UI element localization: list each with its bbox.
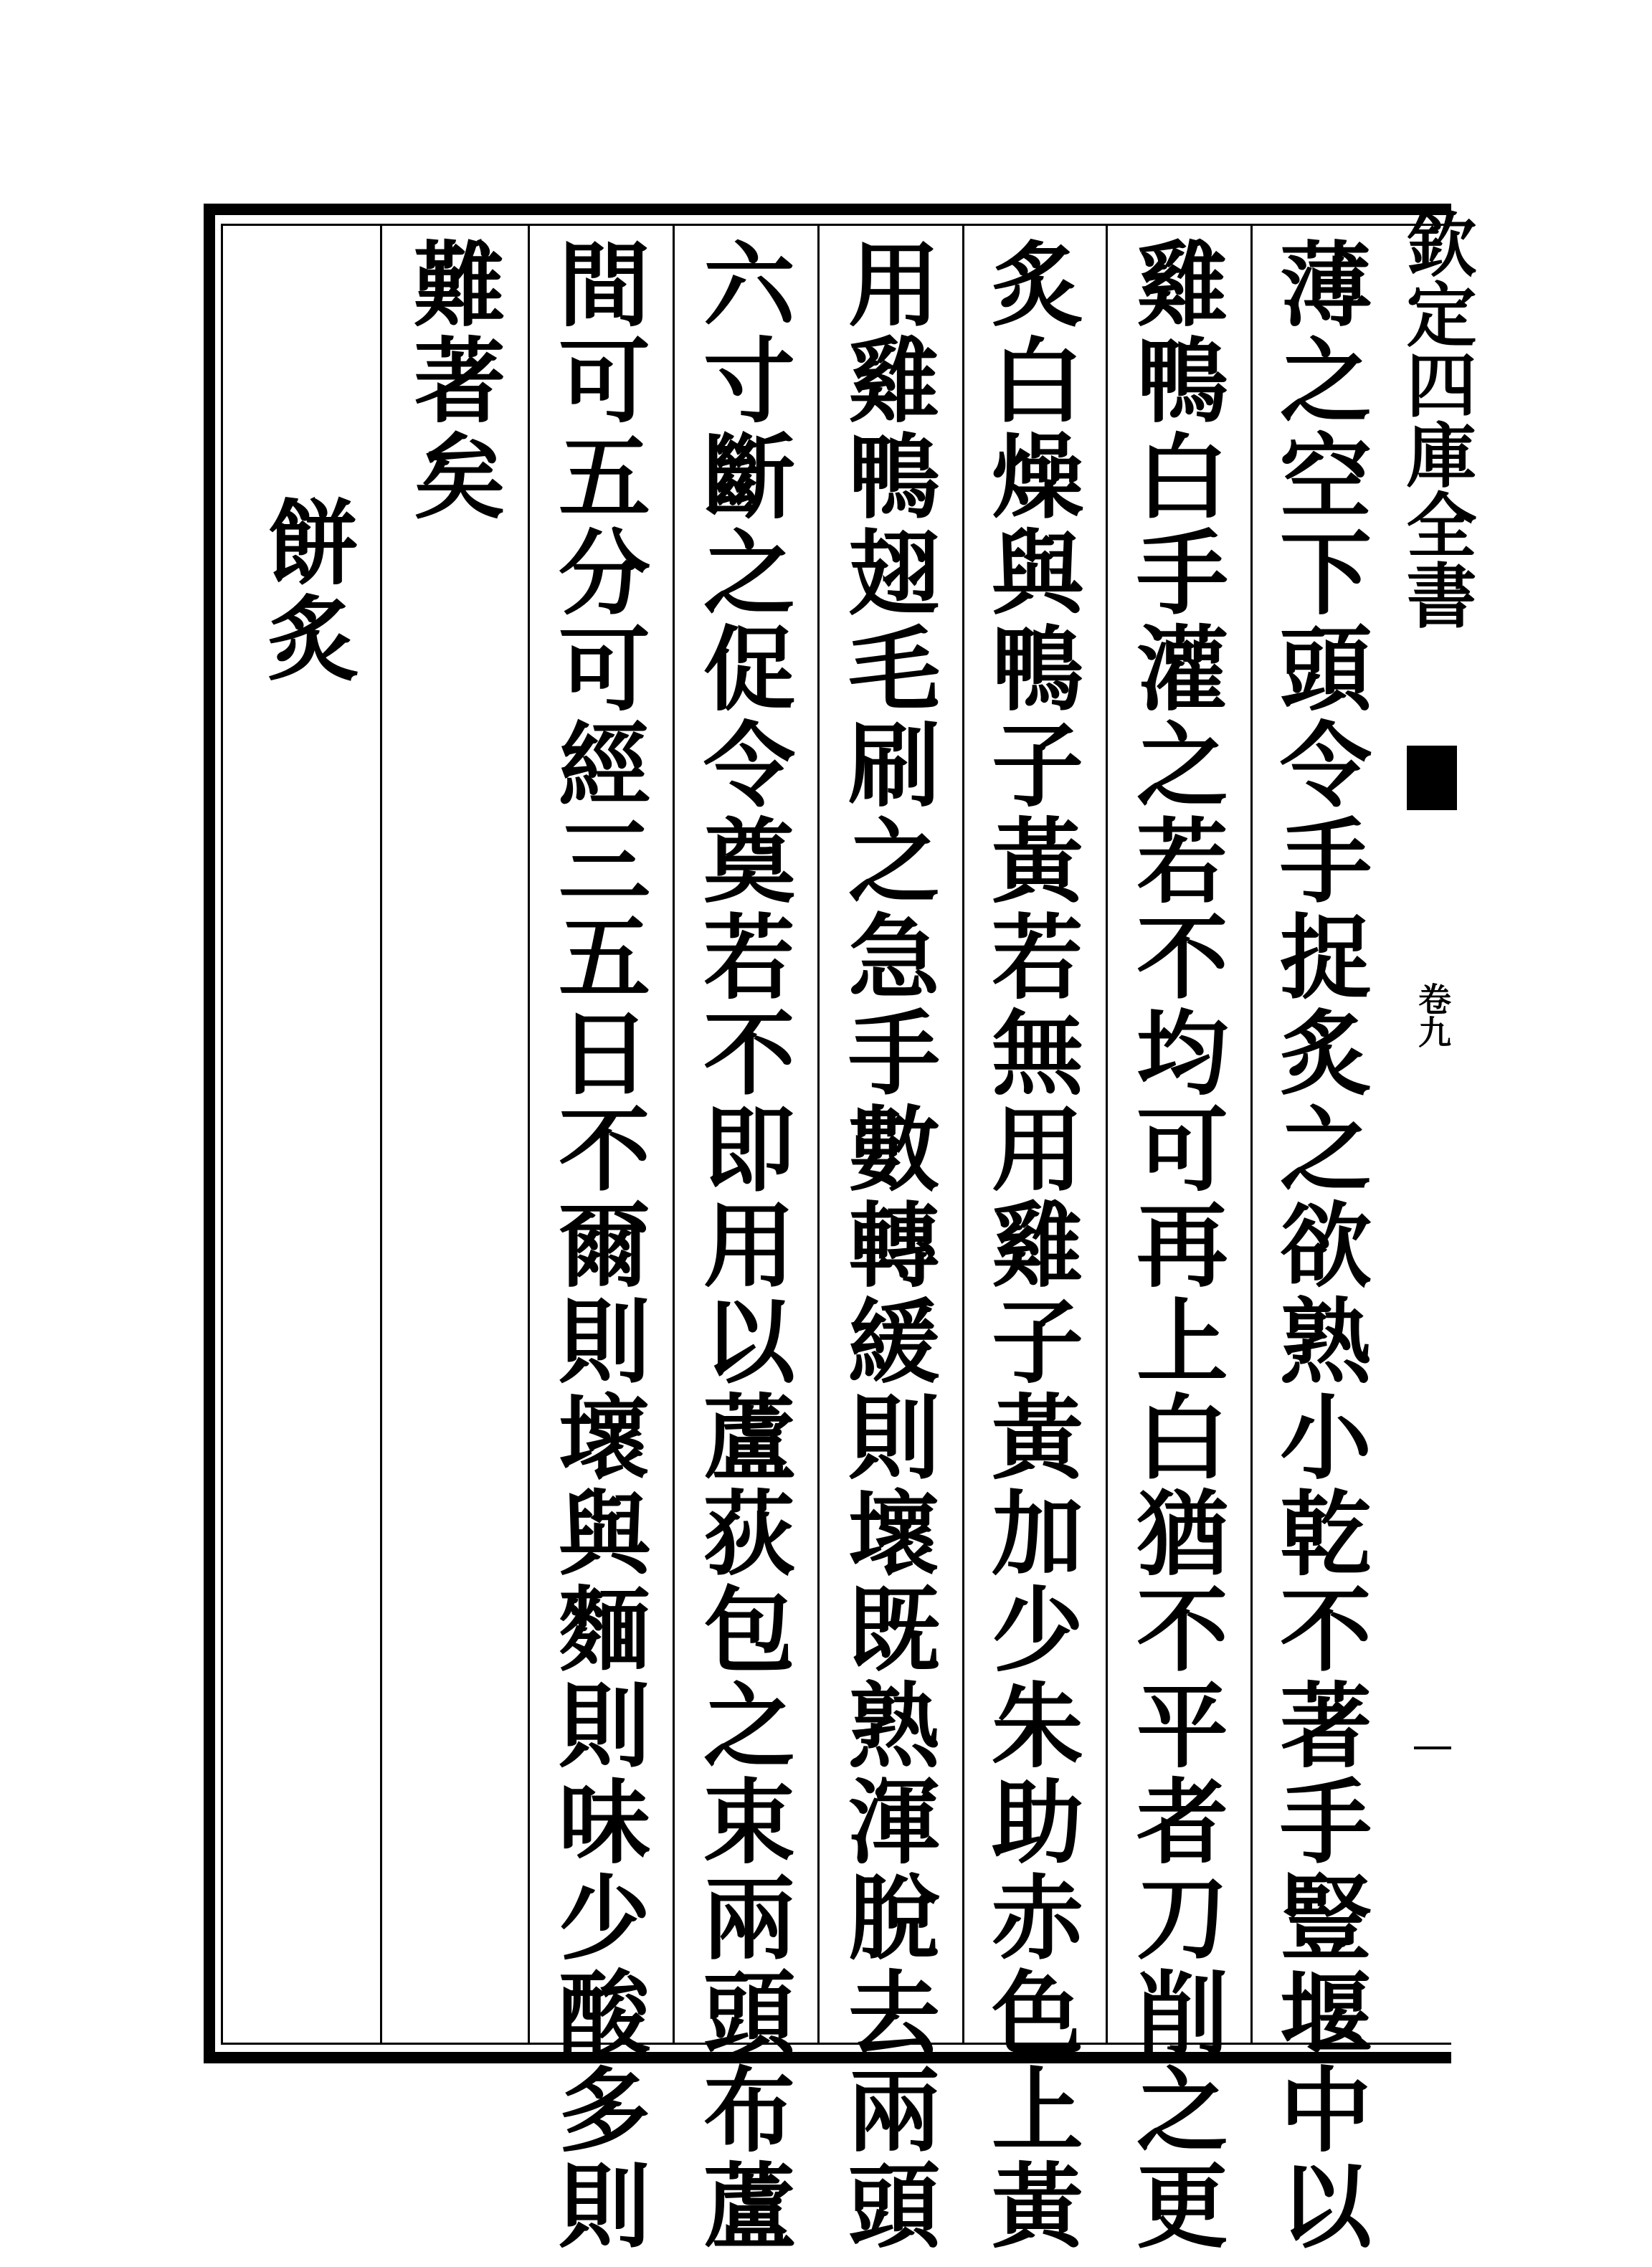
fishtail-mark bbox=[1407, 746, 1457, 810]
text-column-5: 六寸斷之促令奠若不即用以蘆荻包之束兩頭布蘆 bbox=[688, 237, 795, 2254]
text-column-6: 間可五分可經三五日不爾則壞與麵則味少酸多則 bbox=[543, 237, 650, 2254]
column-rule bbox=[962, 226, 964, 2043]
volume-label: 卷九 bbox=[1413, 982, 1452, 1048]
text-column-3: 炙白燥與鴨子黃若無用雞子黃加少朱助赤色上黃 bbox=[976, 237, 1083, 2254]
text-column-2: 雞鴨白手灌之若不均可再上白猶不平者刀削之更 bbox=[1121, 237, 1228, 2254]
column-rule bbox=[1106, 226, 1108, 2043]
section-heading: 餅炙 bbox=[252, 495, 359, 687]
text-column-1: 薄之空下頭令手捉炙之欲熟小乾不著手豎堰中以 bbox=[1264, 237, 1372, 2254]
column-rule bbox=[380, 226, 382, 2043]
edge-title: 欽定四庫全書 bbox=[1395, 208, 1477, 629]
column-rule bbox=[673, 226, 675, 2043]
column-rule bbox=[817, 226, 820, 2043]
column-rule bbox=[1250, 226, 1253, 2043]
column-rule bbox=[528, 226, 530, 2043]
text-column-4: 用雞鴨翅毛刷之急手數轉緩則壞既熟渾脫去兩頭 bbox=[832, 237, 940, 2254]
edge-tick bbox=[1414, 1746, 1451, 1749]
text-column-7: 難著矣 bbox=[398, 237, 505, 525]
